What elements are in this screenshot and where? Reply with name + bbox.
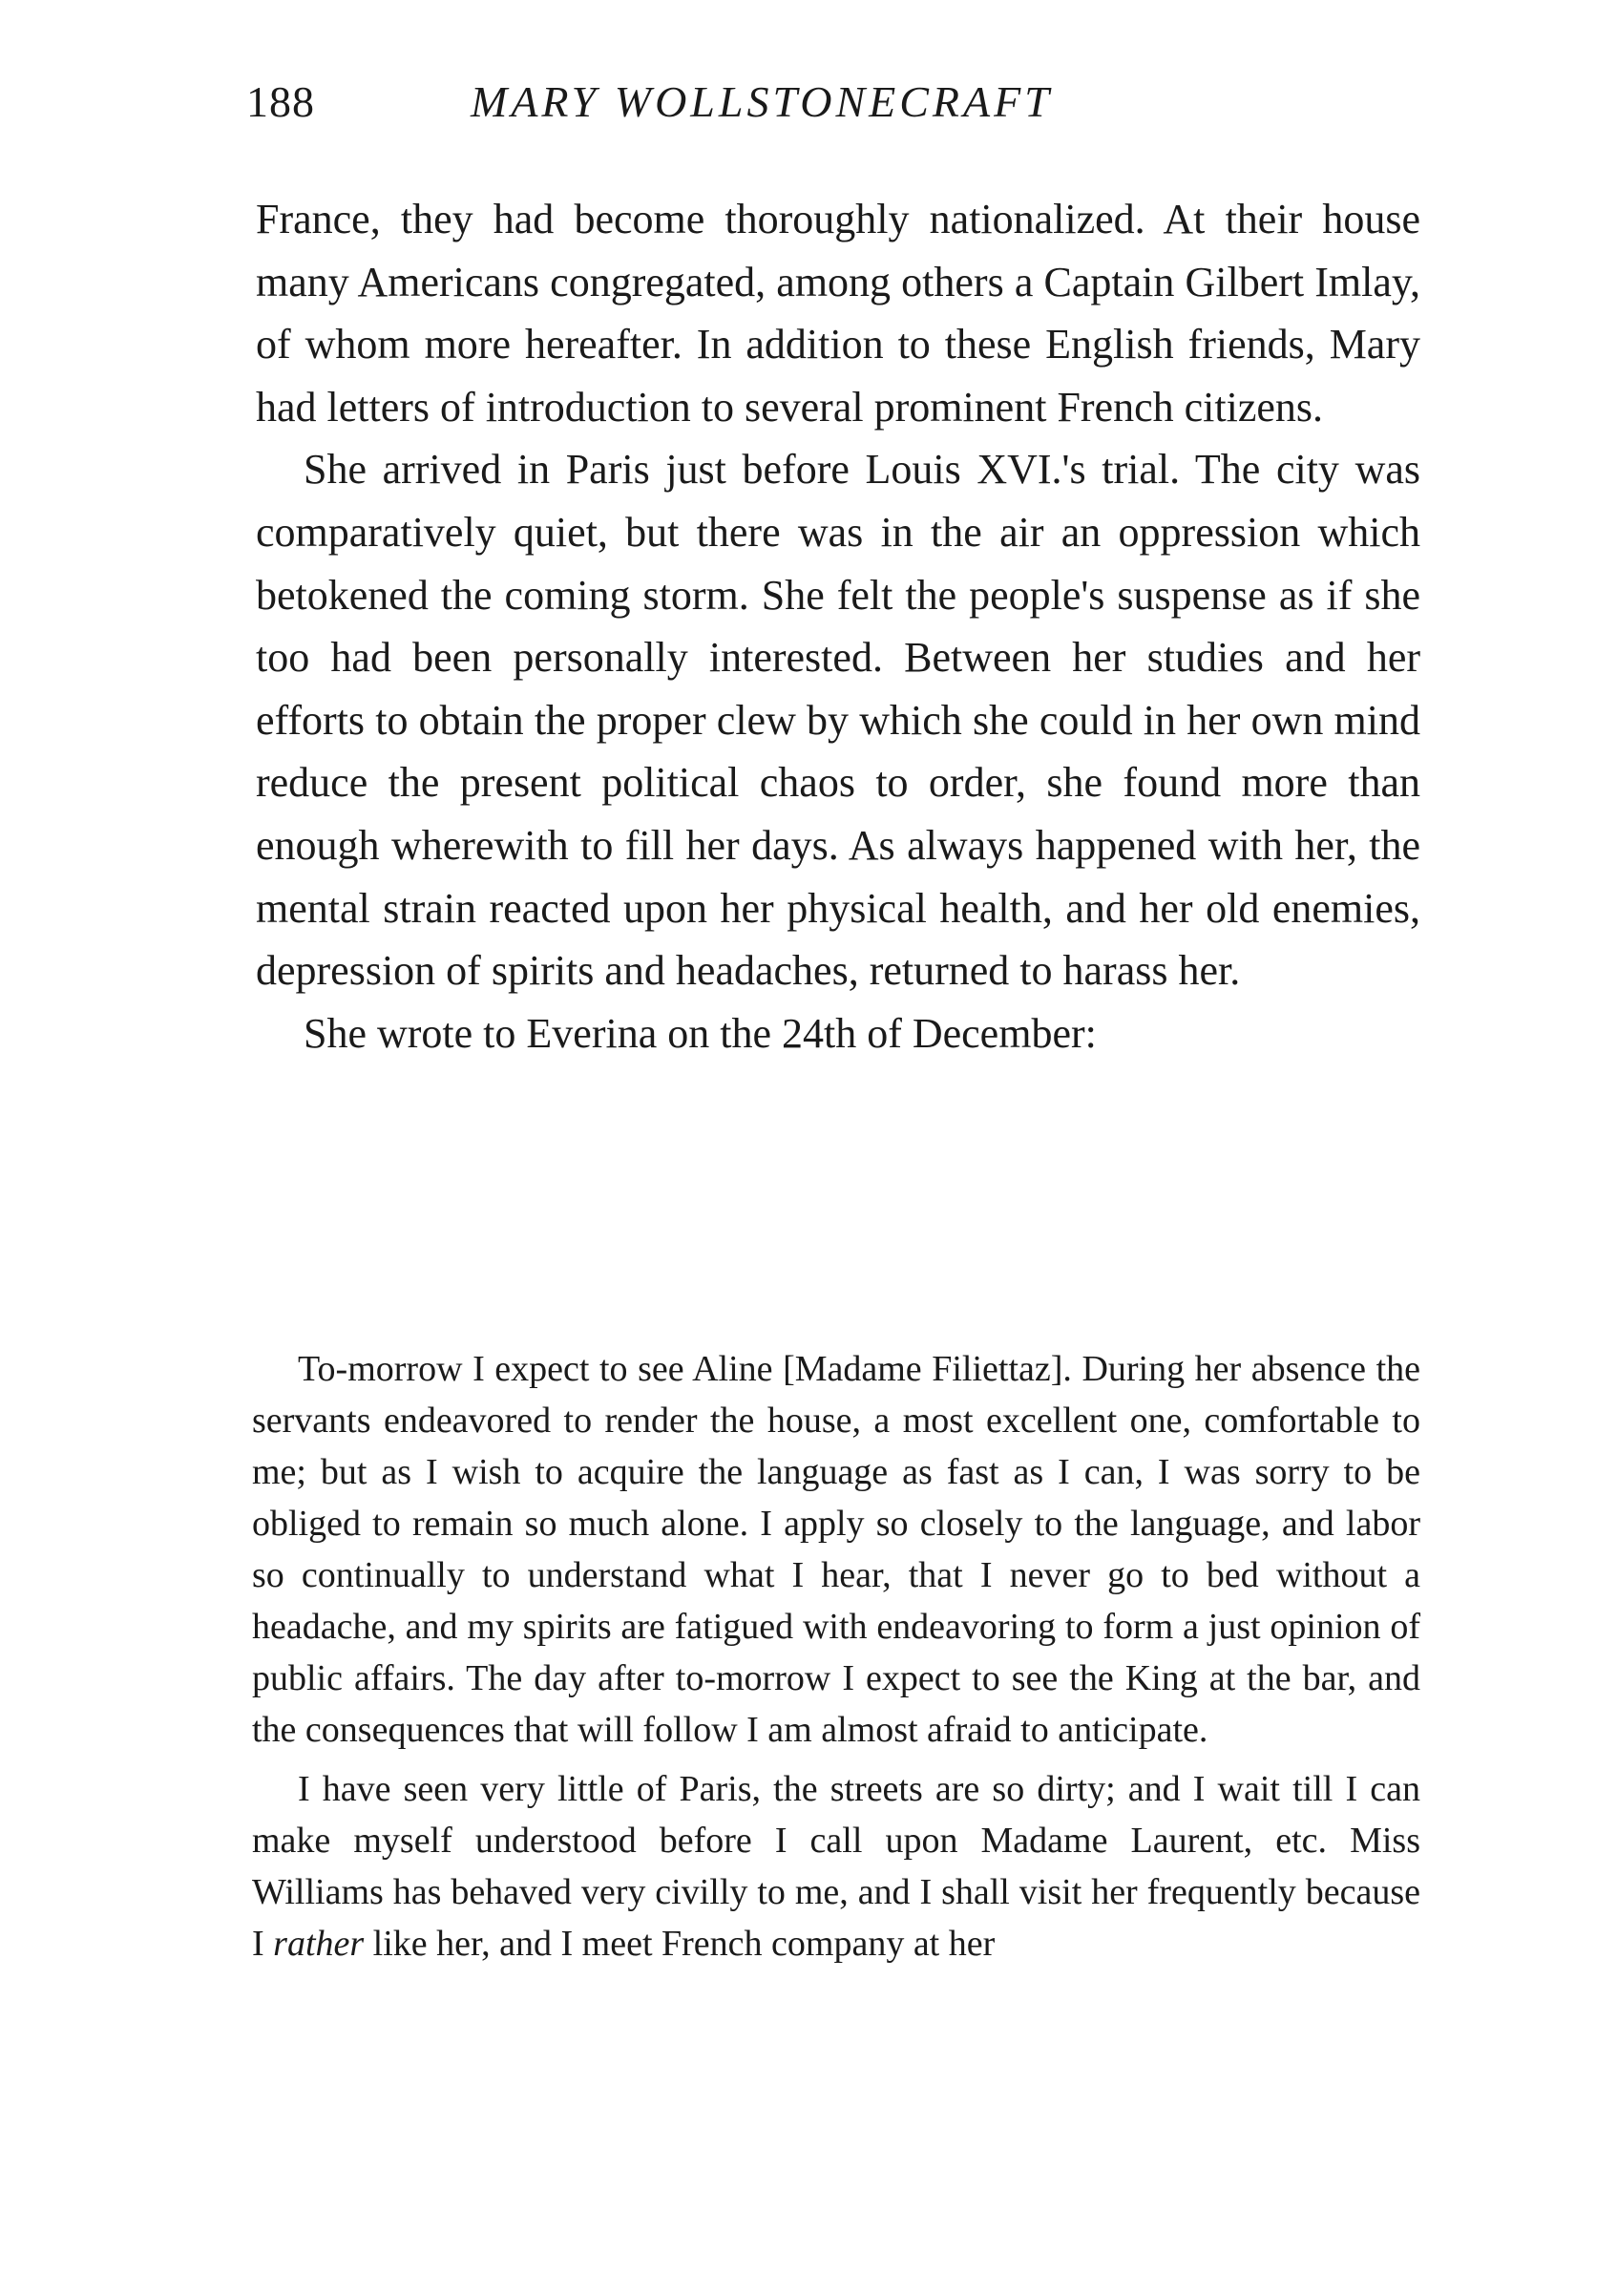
page-header (246, 76, 1420, 153)
letter-paragraph-2-start: I have seen very little of Paris, the streets are so dirty; and I wait till I can make myself understood before I call upon Madame Laurent, etc. Miss Williams has behaved very civilly to me, and I shall visit her frequently because I (252, 1769, 1420, 1964)
paragraph-continuation: France, they had become thoroughly nationalized. At their house many Americans congregated, among others a Captain Gilbert Imlay, of whom more hereafter. In addition to these English friends, Mary had letters of introduction to several prominent French citizens. (256, 196, 1420, 431)
running-title: MARY WOLLSTONECRAFT (471, 77, 1053, 126)
emphasis-rather: rather (273, 1924, 365, 1964)
letter-paragraph-1: To-morrow I expect to see Aline [Madame Filiettaz]. During her absence the servants endeavored to render the house, a most excellent one, comfortable to me; but as I wish to acquire the language as fast as I can, I was sorry to be obliged to remain so much alone. I apply so closely to the language, and labor so continually to understand what I hear, that I never go to bed without a headache, and my spirits are fatigued with endeavoring to form a just opinion of public affairs. The day after to-morrow I expect to see the King at the bar, and the consequences that will follow I am almost afraid to anticipate. (252, 1349, 1420, 1750)
paragraph-letter-intro: She wrote to Everina on the 24th of December: (304, 1009, 1097, 1057)
letter-quote (252, 1343, 1420, 1970)
letter-paragraph-2 (252, 1763, 1420, 1970)
page-number: 188 (246, 77, 315, 126)
paragraph-paris-arrival: She arrived in Paris just before Louis XVI.'s trial. The city was comparatively quiet, but there was in the air an oppression which betokened the coming storm. She felt the people's suspense as if she too had been personally interested. Between her studies and her efforts to obtain the proper clew by which she could in her own mind reduce the present political chaos to order, she found more than enough wherewith to fill her days. As always happened with her, the mental strain reacted upon her physical health, and her old enemies, depression of spirits and headaches, returned to harass her. (256, 446, 1420, 995)
letter-paragraph-2-end: like her, and I meet French company at her (364, 1924, 996, 1964)
body-text (256, 188, 1420, 1064)
